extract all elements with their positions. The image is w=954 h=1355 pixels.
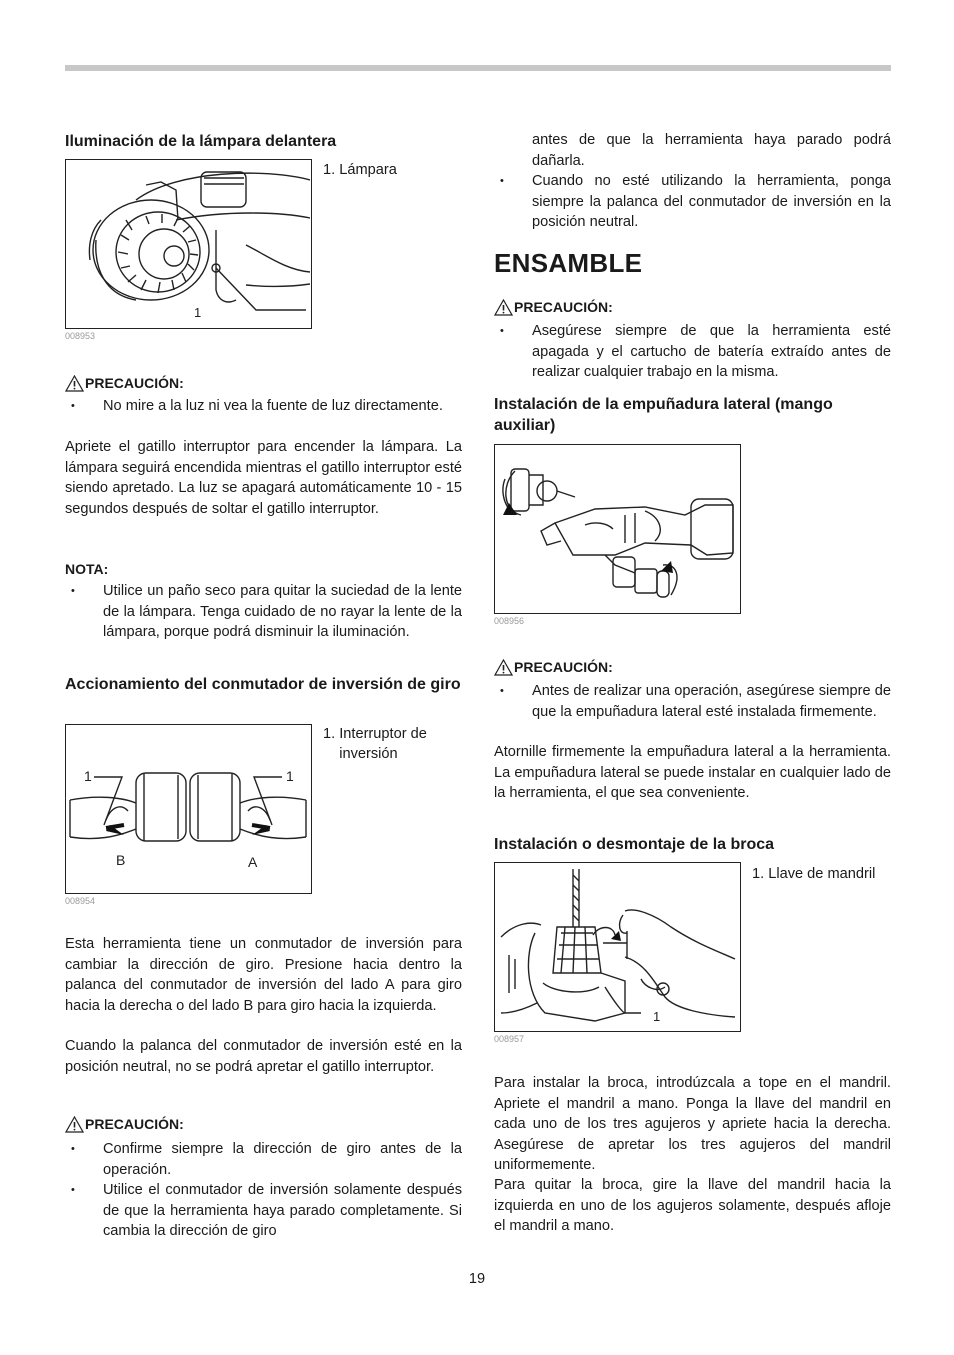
chuck-key-illustration (495, 863, 739, 1030)
lamp-callout: 1 (194, 305, 202, 320)
bit-body-1: Para instalar la broca, introdúzcala a tope en el mandril. Apriete el mandril a mano. Ponga la llave del mandril en cada uno de los tres agujeros y apriete hacia la derecha. Asegúrese de apretar los tres agujeros del mandril uniformemente. (494, 1075, 891, 1173)
warning-triangle-icon (65, 375, 84, 392)
lamp-caution (65, 374, 184, 392)
reverse-caution (65, 1115, 184, 1133)
lamp-legend: 1. Lámpara (323, 162, 397, 178)
grip-body: Atornille firmemente la empuñadura lateral a la herramienta. La empuñadura lateral se puede instalar en cualquier lado de la herramienta, el que sea conveniente. (494, 744, 891, 801)
reverse-body-1: Esta herramienta tiene un conmutador de inversión para cambiar la dirección de giro. Presione hacia dentro la palanca del conmutador de inversión del lado A para giro hacia la derecha o del lado B para giro hacia la izquierda. (65, 936, 462, 1014)
bullet-icon: • (500, 685, 504, 697)
reverse-caution-item: • Confirme siempre la dirección de giro antes de la operación. (71, 1141, 462, 1178)
bullet-icon: • (500, 325, 504, 337)
section-title: ENSAMBLE (494, 248, 643, 278)
lamp-figure-code: 008953 (65, 331, 96, 341)
grip-figure-code: 008956 (494, 616, 525, 626)
bit-legend: 1. Llave de mandril (752, 866, 876, 882)
assembly-caution-item: • Asegúrese siempre de que la herramienta esté apagada y el cartucho de batería extraído antes de realizar cualquier trabajo en la misma. (500, 323, 891, 380)
reverse-heading: Accionamiento del conmutador de inversión de giro (65, 676, 461, 693)
lamp-caution-label: PRECAUCIÓN: (85, 375, 184, 391)
reverse-figure (65, 724, 312, 894)
reverse-callout-right: 1 (286, 768, 294, 784)
bullet-icon: • (71, 400, 75, 412)
lamp-heading: Iluminación de la lámpara delantera (65, 133, 337, 150)
lamp-caution-item: • No mire a la luz ni vea la fuente de luz directamente. (103, 396, 462, 417)
grip-caution (494, 658, 613, 676)
reverse-caution-item: • Utilice el conmutador de inversión solamente después de que la herramienta haya parado completamente. Si cambia la dirección de giro (71, 1182, 462, 1239)
grip-heading: Instalación de la empuñadura lateral (mango auxiliar) (494, 396, 833, 434)
bit-heading: Instalación o desmontaje de la broca (494, 836, 775, 853)
assembly-caution (494, 298, 613, 316)
reverse-legend: 1. Interruptor de inversión (323, 726, 427, 762)
side-grip-illustration (495, 445, 739, 612)
bullet-icon: • (71, 1143, 75, 1155)
reversing-switch-illustration (66, 725, 310, 892)
reverse-caution-label: PRECAUCIÓN: (85, 1116, 184, 1132)
reverse-body-2: Cuando la palanca del conmutador de inversión esté en la posición neutral, no se podrá apretar el gatillo interruptor. (65, 1038, 462, 1075)
bullet-icon: • (500, 175, 504, 187)
bit-figure-code: 008957 (494, 1034, 525, 1044)
header-rule (65, 65, 891, 71)
continued-caution-text: antes de que la herramienta haya parado podrá dañarla. (532, 132, 891, 169)
grip-caution-label: PRECAUCIÓN: (514, 659, 613, 675)
warning-triangle-icon (65, 1116, 84, 1133)
bullet-icon: • (71, 585, 75, 597)
assembly-caution-label: PRECAUCIÓN: (514, 299, 613, 315)
label-b: B (116, 852, 126, 868)
lamp-body: Apriete el gatillo interruptor para encender la lámpara. La lámpara seguirá encendida mientras el gatillo interruptor esté siendo apretado. La luz se apagará automáticamente 10 - 15 segundos después de soltar el gatillo interruptor. (65, 439, 462, 517)
drill-chuck-illustration (66, 160, 310, 327)
reverse-callout-left: 1 (84, 768, 92, 784)
continued-caution-item: • Cuando no esté utilizando la herramienta, ponga siempre la palanca del conmutador de inversión en la posición neutral. (500, 173, 891, 230)
bit-figure (494, 862, 741, 1032)
lamp-figure (65, 159, 312, 329)
page-number: 19 (468, 1271, 486, 1287)
bit-callout: 1 (653, 1009, 661, 1024)
lamp-note-item: • Utilice un paño seco para quitar la suciedad de la lente de la lámpara. Tenga cuidado de no rayar la lente de la lámpara, porque podrá disminuir la iluminación. (71, 583, 462, 640)
grip-figure (494, 444, 741, 614)
lamp-note-label: NOTA: (65, 561, 109, 577)
reverse-figure-code: 008954 (65, 896, 96, 906)
warning-triangle-icon (494, 299, 513, 316)
bullet-icon: • (71, 1184, 75, 1196)
label-a: A (248, 854, 258, 870)
grip-caution-item: • Antes de realizar una operación, asegúrese siempre de que la empuñadura lateral esté instalada firmemente. (500, 683, 891, 720)
bit-body-2: Para quitar la broca, gire la llave del mandril hacia la izquierda en uno de los agujeros solamente, después afloje el mandril a mano. (494, 1177, 891, 1234)
warning-triangle-icon (494, 659, 513, 676)
